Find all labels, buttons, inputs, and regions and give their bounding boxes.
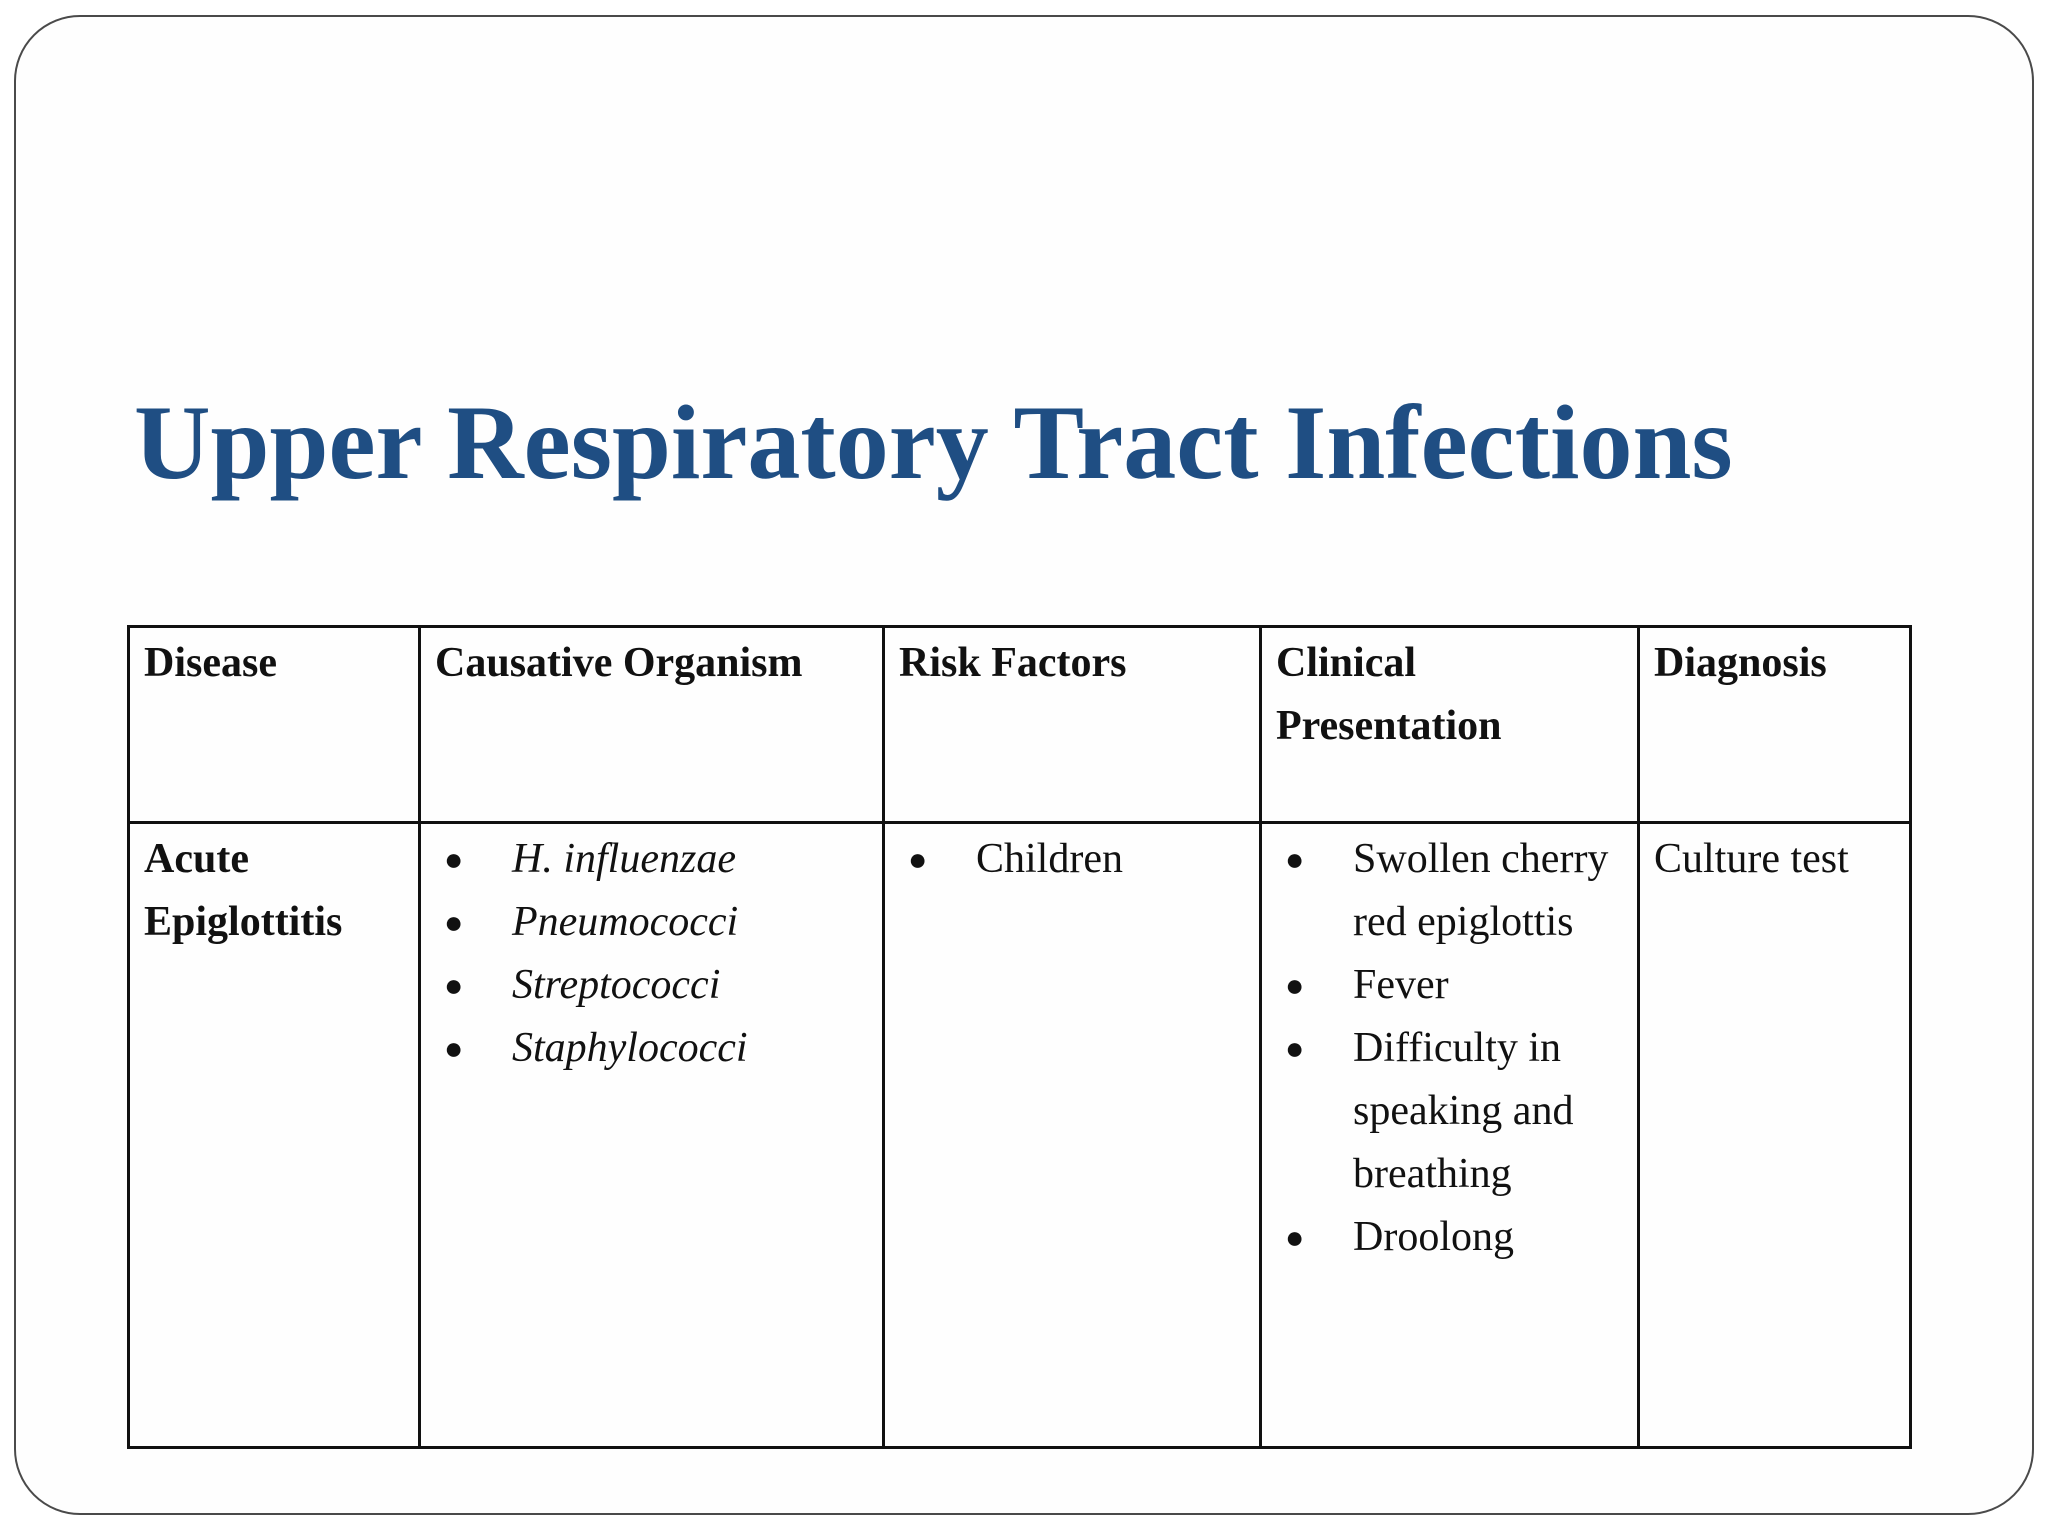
header-clinical-presentation: Clinical Presentation <box>1261 627 1639 823</box>
list-item: ● Difficulty in speaking and breathing <box>1276 1017 1623 1206</box>
bullet-icon: ● <box>1285 967 1305 1003</box>
list-item: ● Staphylococci <box>435 1017 868 1080</box>
header-diagnosis: Diagnosis <box>1639 627 1911 823</box>
list-item: ● Streptococci <box>435 954 868 1017</box>
cell-causative-organism <box>420 823 884 1448</box>
cell-disease: Acute Epiglottitis <box>129 823 420 1448</box>
bullet-icon: ● <box>444 1030 464 1066</box>
bullet-icon: ● <box>1285 841 1305 877</box>
cell-clinical-presentation <box>1261 823 1639 1448</box>
list-item: ● Pneumococci <box>435 891 868 954</box>
bullet-icon: ● <box>908 841 928 877</box>
clinical-list <box>1276 828 1623 1269</box>
list-item: ● Fever <box>1276 954 1623 1017</box>
header-disease: Disease <box>129 627 420 823</box>
list-item: ● H. influenzae <box>435 828 868 891</box>
list-item: ● Children <box>899 828 1245 891</box>
cell-diagnosis: Culture test <box>1639 823 1911 1448</box>
slide-title: Upper Respiratory Tract Infections <box>134 384 1733 501</box>
risk-factor-list <box>899 828 1245 891</box>
list-item: ● Droolong <box>1276 1206 1623 1269</box>
bullet-icon: ● <box>1285 1030 1305 1066</box>
table-row <box>129 823 1911 1448</box>
cell-risk-factors <box>884 823 1261 1448</box>
bullet-icon: ● <box>444 904 464 940</box>
bullet-icon: ● <box>444 967 464 1003</box>
header-row <box>129 627 1911 823</box>
list-item: ● Swollen cherry red epiglottis <box>1276 828 1623 954</box>
organism-list <box>435 828 868 1080</box>
header-risk-factors: Risk Factors <box>884 627 1261 823</box>
header-causative-organism: Causative Organism <box>420 627 884 823</box>
bullet-icon: ● <box>444 841 464 877</box>
bullet-icon: ● <box>1285 1219 1305 1255</box>
infection-table <box>127 625 1912 1449</box>
